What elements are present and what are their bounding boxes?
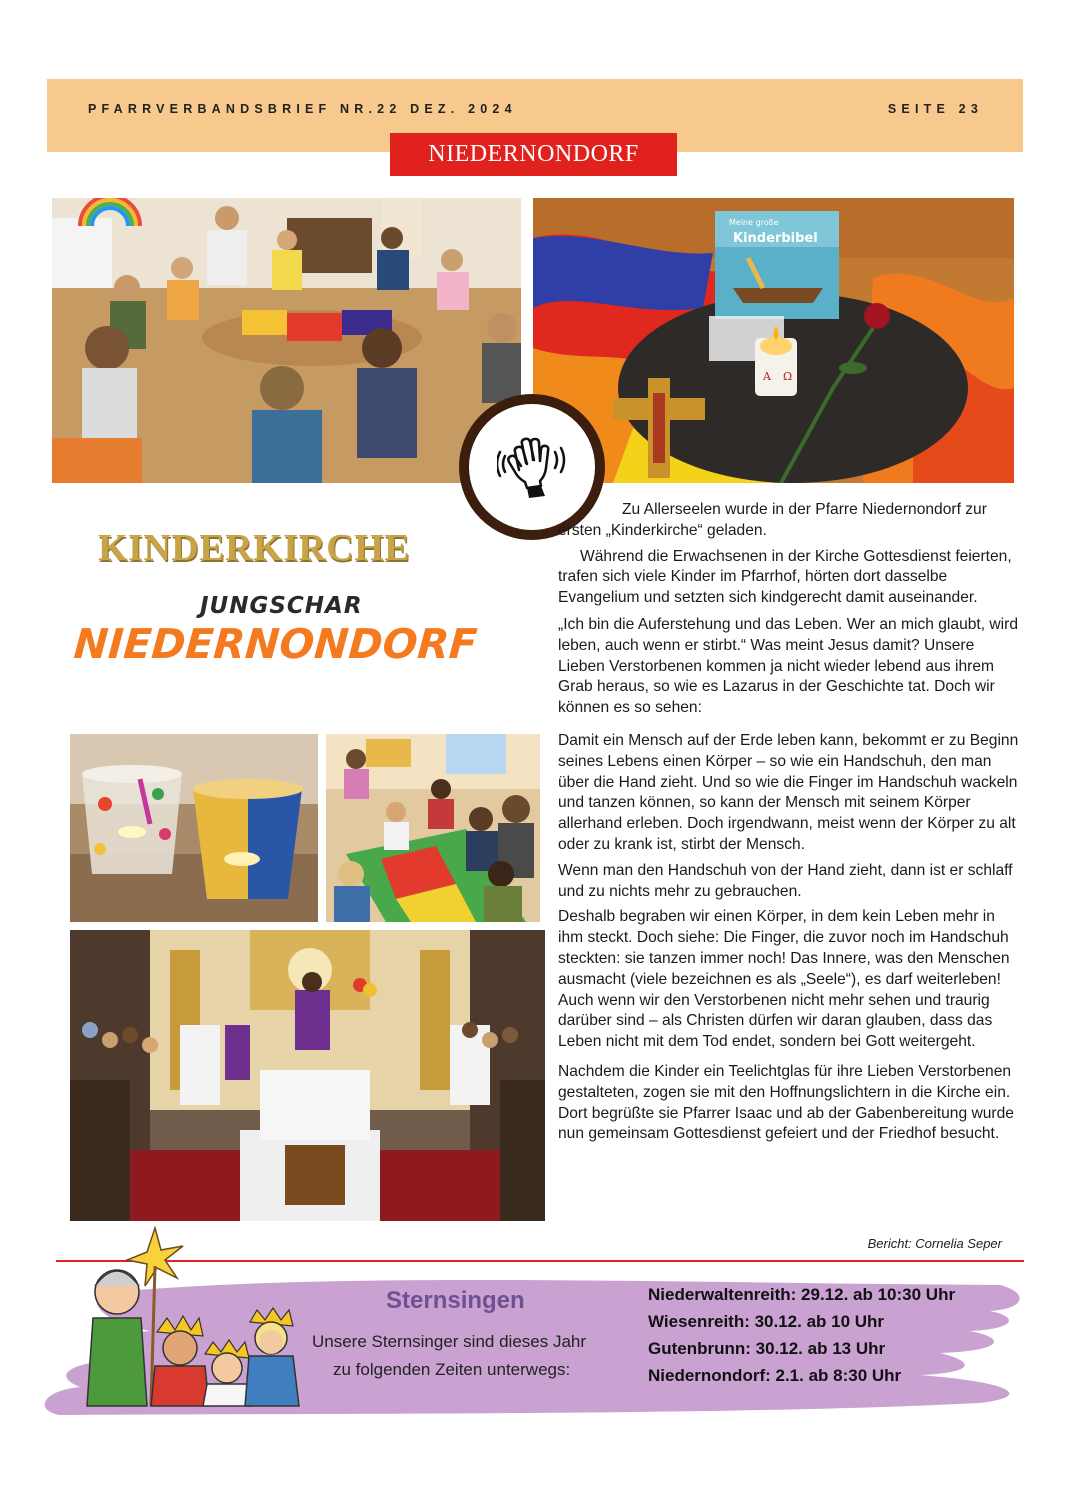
article-body [558, 500, 1020, 1150]
sternsinger-illustration [85, 1226, 310, 1410]
sternsingen-text-line1: Unsere Sternsinger sind dieses Jahr [312, 1332, 587, 1351]
waving-hand-icon [497, 430, 569, 502]
newsletter-title: PFARRVERBANDSBRIEF NR.22 DEZ. 2024 [88, 102, 517, 116]
article-paragraph: „Ich bin die Auferstehung und das Leben. Wer an mich glaubt, wird leben, auch wenn er stirbt.“ Was meint Jesus damit? Unsere Lieben Verstorbenen kommen ja nicht wieder lebend aus ihrem Grab heraus, so wie es Lazarus in der Geschichte tat. Doch wir können es so sehen: [558, 615, 1019, 717]
photo-children-crafting [326, 734, 540, 922]
jungschar-place: NIEDERNONDORF [72, 620, 479, 668]
article-paragraph: Zu Allerseelen wurde in der Pfarre Niedernondorf zur ersten „Kinderkirche“ geladen. [558, 501, 987, 539]
article-paragraph: Damit ein Mensch auf der Erde leben kann, bekommt er zu Beginn seines Lebens einen Körper – so wie ein Handschuh, den man über die Hand zieht. Und so wie die Finger im Handschuh wackeln und tanzen können, so kann der Mensch mit seinem Körper allerhand erleben. Doch irgendwann, meist wenn der Körper zu alt oder zu krank ist, stirbt der Mensch. [558, 731, 1019, 853]
sternsingen-text-line2: zu folgenden Zeiten unterwegs: [333, 1360, 571, 1379]
photo-children-circle [52, 198, 521, 483]
article-paragraph: Wenn man den Handschuh von der Hand zieht, dann ist er schlaff und zu nichts mehr zu gebrauchen. [558, 861, 1013, 900]
schedule-item: Niederwaltenreith: 29.12. ab 10:30 Uhr [648, 1285, 956, 1304]
svg-text:A: A [763, 370, 771, 383]
schedule-item: Gutenbrunn: 30.12. ab 13 Uhr [648, 1339, 886, 1358]
sternsingen-schedule [648, 1281, 955, 1389]
article-paragraph: Deshalb begraben wir einen Körper, in dem kein Leben mehr in ihm steckt. Doch siehe: Die Finger, die zuvor noch im Handschuh steckten: sie tanzen immer noch! Das Innere, was den Menschen ausmacht (viele bezeichnen es als „Seele“), es darf weiterleben! Auch wenn wir den Verstorbenen nicht mehr sehen und traurig darüber sind – als Christen dürfen wir daran glauben, dass das Leben nicht mit dem Tod endet, sondern bei Gott weitergeht. [558, 908, 1010, 1051]
book-title-small: Meine große [729, 218, 779, 227]
article-paragraph: Nachdem die Kinder ein Teelichtglas für ihre Lieben Verstorbenen gestalteten, zogen sie mit den Hoffnungslichtern in die Kirche ein. Dort begrüßte sie Pfarrer Isaac und ab der Gabenbereitung wurde nun gemeinsam Gottesdienst gefeiert und der Friedhof besucht. [558, 1062, 1014, 1143]
page-number: SEITE 23 [887, 102, 983, 116]
section-label: NIEDERNONDORF [390, 133, 677, 176]
svg-text:Ω: Ω [783, 370, 793, 383]
article-paragraph: Während die Erwachsenen in der Kirche Gottesdienst feierten, trafen sich viele Kinder im Pfarrhof, hörten dort dasselbe Evangelium und setzten sich kindgerecht damit auseinander. [558, 547, 1012, 607]
jungschar-label: JUNGSCHAR [200, 593, 363, 619]
photo-tealight-glasses [70, 734, 318, 922]
photo-church-service [70, 930, 545, 1221]
schedule-item: Niedernondorf: 2.1. ab 8:30 Uhr [648, 1366, 902, 1385]
book-title-big: Kinderbibel [733, 231, 818, 246]
photo-kinderbibel-candle [533, 198, 1014, 483]
kinderkirche-title: KINDERKIRCHE [98, 527, 411, 569]
schedule-item: Wiesenreith: 30.12. ab 10 Uhr [648, 1312, 885, 1331]
sternsingen-title: Sternsingen [386, 1287, 525, 1314]
report-credit: Bericht: Cornelia Seper [867, 1236, 1002, 1251]
